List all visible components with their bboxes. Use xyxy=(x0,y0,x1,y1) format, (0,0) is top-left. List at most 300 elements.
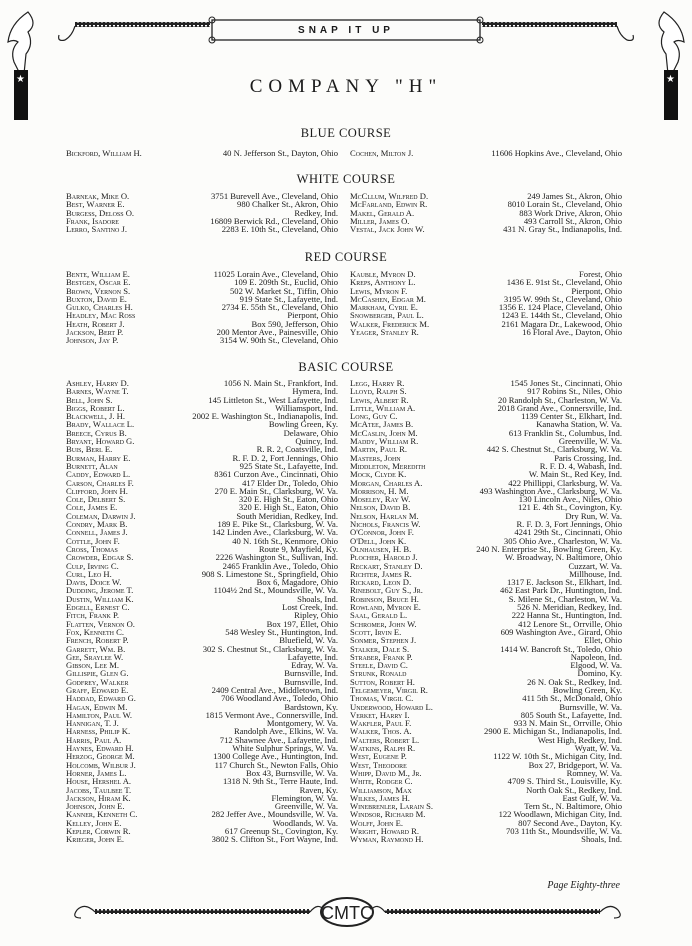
cadet-name: Strunk, Ronald xyxy=(350,668,407,679)
cadet-address: 142 Linden Ave., Clarksburg, W. Va. xyxy=(211,527,338,538)
cadet-name: Mock, Clyde K. xyxy=(350,469,407,480)
cadet-name: Biggs, Robert L. xyxy=(66,402,125,413)
cadet-address: Box 27, Bridgeport, W. Va. xyxy=(528,759,622,770)
cadet-address: Burnsville, Ind. xyxy=(284,676,338,687)
cadet-name: McCllum, Wilfred D. xyxy=(350,191,429,201)
cadet-name: Jackson, Bert P. xyxy=(66,327,124,338)
cadet-name: Thomas, Virgil C. xyxy=(350,693,414,704)
cadet-address: 121 E. 4th St., Covington, Ky. xyxy=(517,502,622,513)
cadet-address: 130 Lincoln Ave., Niles, Ohio xyxy=(518,494,622,505)
cadet-name: Cottle, John F. xyxy=(66,535,120,546)
cadet-name: Burman, Harry E. xyxy=(66,452,131,463)
cadet-address: Dry Run, W. Va. xyxy=(565,510,622,521)
cadet-address: 8361 Curzon Ave., Cincinnati, Ohio xyxy=(214,469,338,480)
cadet-address: Hymera, Ind. xyxy=(292,386,338,397)
cadet-address: 548 Wesley St., Huntington, Ind. xyxy=(225,626,338,637)
cadet-name: Clifford, John H. xyxy=(66,485,128,496)
roster-entry xyxy=(66,225,338,233)
cadet-address: 1414 W. Bancroft St., Toledo, Ohio xyxy=(500,643,622,654)
cadet-name: Sonmer, Stephen J. xyxy=(350,635,417,646)
roster-entry xyxy=(350,835,622,843)
cadet-name: Schromer, John W. xyxy=(350,618,417,629)
cadet-address: Bardstown, Ky. xyxy=(284,701,338,712)
cadet-address: W. Main St., Red Key, Ind. xyxy=(528,469,622,480)
cadet-name: Stalker, Dale S. xyxy=(350,643,410,654)
cadet-name: Barneak, Mike O. xyxy=(66,191,130,201)
cadet-name: Markham, Cyril E. xyxy=(350,302,418,313)
cadet-name: Underwood, Howard L. xyxy=(350,701,433,712)
company-title: COMPANY "H" xyxy=(249,76,443,97)
cadet-name: Garrett, Wm. B. xyxy=(66,643,126,654)
cadet-address: 302 S. Chestnut St., Clarksburg, W. Va. xyxy=(202,643,338,654)
cadet-name: Morgan, Charles A. xyxy=(350,477,423,488)
cadet-address: Box 197, Ellet, Ohio xyxy=(266,618,338,629)
cadet-address: Greenville, W. Va. xyxy=(274,801,338,812)
cadet-name: Dudding, Jerome T. xyxy=(66,585,134,596)
cadet-name: Whipp, David M., Jr. xyxy=(350,767,422,778)
cadet-address: Randolph Ave., Elkins, W. Va. xyxy=(234,726,338,737)
cadet-name: Straber, Frank P. xyxy=(350,651,413,662)
cadet-name: Coleman, Darwin J. xyxy=(66,510,136,521)
cadet-address: 706 Woodland Ave., Toledo, Ohio xyxy=(221,693,338,704)
cadet-address: 305 Ohio Ave., Charleston, W. Va. xyxy=(503,535,622,546)
cadet-address: Shoals, Ind. xyxy=(297,593,338,604)
cadet-address: 1243 E. 144th St., Cleveland, Ohio xyxy=(501,310,622,321)
cadet-address: 493 Washington Ave., Clarksburg, W. Va. xyxy=(479,485,622,496)
cadet-name: Plocher, Harold J. xyxy=(350,552,418,563)
cadet-address: 1139 Center St., Elkhart, Ind. xyxy=(521,411,622,422)
cadet-address: 2734 E. 55th St., Cleveland, Ohio xyxy=(221,302,338,313)
cadet-address: Cuzzart, W. Va. xyxy=(568,560,622,571)
cadet-address: 8010 Lorain St., Cleveland, Ohio xyxy=(507,199,622,210)
cadet-address: 40 N. 16th St., Kenmore, Ohio xyxy=(232,535,338,546)
cadet-address: 933 N. Main St., Orrville, Ohio xyxy=(513,718,622,729)
cadet-address: 40 N. Jefferson St., Dayton, Ohio xyxy=(222,148,338,158)
cadet-name: Wright, Howard R. xyxy=(350,826,419,837)
cadet-name: Flatten, Vernon O. xyxy=(66,618,135,629)
cadet-address: Greenville, W. Va. xyxy=(558,436,622,447)
cadet-address: 980 Chalker St., Akron, Ohio xyxy=(237,199,338,210)
cadet-address: 145 Littleton St., West Lafayette, Ind. xyxy=(208,394,338,405)
cadet-name: Nelson, Harlan M. xyxy=(350,510,419,521)
cadet-name: Watkins, Ralph R. xyxy=(350,743,416,754)
cadet-address: 617 Greenup St., Covington, Ky. xyxy=(224,826,338,837)
cadet-address: 20 Randolph St., Charleston, W. Va. xyxy=(498,394,622,405)
cadet-name: Cochen, Milton J. xyxy=(350,148,414,158)
cadet-address: 526 N. Meridian, Redkey, Ind. xyxy=(517,602,622,613)
cadet-name: Caddy, Edward L. xyxy=(66,469,131,480)
cadet-address: 2900 E. Michigan St., Indianapolis, Ind. xyxy=(484,726,622,737)
eagle-emblem-left-icon xyxy=(0,10,50,120)
cadet-name: Haddad, Edward G. xyxy=(66,693,136,704)
cadet-address: Ellet, Ohio xyxy=(584,635,622,646)
cadet-address: 1356 E. 124 Place, Cleveland, Ohio xyxy=(498,302,622,313)
cadet-address: Redkey, Ind. xyxy=(294,207,338,218)
cadet-address: 412 Lenore St., Orrville, Ohio xyxy=(518,618,622,629)
cadet-name: Jackson, Hiram K. xyxy=(66,792,131,803)
cadet-name: Harness, Philip K. xyxy=(66,726,131,737)
cadet-address: 16 Floral Ave., Dayton, Ohio xyxy=(522,327,622,338)
cadet-address: 2465 Franklin Ave., Toledo, Ohio xyxy=(222,560,338,571)
cadet-address: 1317 E. Jackson St., Elkhart, Ind. xyxy=(506,577,622,588)
cadet-name: Frank, Isadore xyxy=(66,215,119,226)
cadet-name: Olnhausen, H. B. xyxy=(350,543,412,554)
cadet-address: 2409 Central Ave., Middletown, Ind. xyxy=(211,684,338,695)
cadet-name: Wolff, John E. xyxy=(350,817,403,828)
cadet-address: 320 E. High St., Eaton, Ohio xyxy=(238,494,338,505)
cadet-address: South Meridian, Redkey, Ind. xyxy=(236,510,338,521)
cadet-address: 240 N. Enterprise St., Bowling Green, Ky. xyxy=(476,543,622,554)
cadet-address: Bowling Green, Ky. xyxy=(268,419,338,430)
cadet-name: Nichols, Francis W. xyxy=(350,519,421,530)
cadet-name: Hamilton, Paul W. xyxy=(66,709,133,720)
cadet-address: Edray, W. Va. xyxy=(291,660,338,671)
cadet-name: French, Robert P. xyxy=(66,635,129,646)
cadet-address: Bluefield, W. Va. xyxy=(279,635,338,646)
cadet-address: Box 590, Jefferson, Ohio xyxy=(251,318,338,329)
roster-entry xyxy=(66,336,338,344)
red-course-heading: RED COURSE xyxy=(304,250,388,264)
cadet-address: Box 43, Burnsville, W. Va. xyxy=(246,767,338,778)
cadet-address: Pierpont, Ohio xyxy=(571,285,622,296)
cadet-address: 502 W. Market St., Tiffin, Ohio xyxy=(230,285,338,296)
cadet-name: Breece, Cyrus B. xyxy=(66,427,127,438)
cadet-name: Moseley, Ray W. xyxy=(350,494,411,505)
cadet-address: 1318 N. 9th St., Terre Haute, Ind. xyxy=(223,776,338,787)
cadet-address: 1436 E. 91st St., Cleveland, Ohio xyxy=(506,277,622,288)
cadet-name: Crowder, Edgar S. xyxy=(66,552,134,563)
white-course-right-list xyxy=(350,192,622,233)
cadet-address: 1545 Jones St., Cincinnati, Ohio xyxy=(510,378,622,388)
cadet-address: Kanawha Station, W. Va. xyxy=(536,419,622,430)
cadet-name: Ashley, Harry D. xyxy=(66,378,129,388)
cadet-name: Kreps, Anthony L. xyxy=(350,277,416,288)
cadet-address: West High, Redkey, Ind. xyxy=(537,734,622,745)
cadet-address: 1122 W. 10th St., Michigan City, Ind. xyxy=(493,751,622,762)
cadet-name: Edgell, Ernest C. xyxy=(66,602,130,613)
cadet-name: Martin, Paul R. xyxy=(350,444,408,455)
cadet-name: Harris, Paul A. xyxy=(66,734,122,745)
basic-course-left-list xyxy=(66,379,338,844)
cadet-name: Curl, Leo H. xyxy=(66,568,112,579)
cadet-address: Tern St., N. Baltimore, Ohio xyxy=(524,801,622,812)
cadet-name: Rowland, Myron E. xyxy=(350,602,421,613)
cadet-name: Kanner, Kenneth C. xyxy=(66,809,138,820)
cadet-name: Lewis, Myron F. xyxy=(350,285,408,296)
cadet-name: Gillispie, Glen G. xyxy=(66,668,129,679)
basic-course-right-list xyxy=(350,379,622,844)
footer-ornament xyxy=(40,896,652,932)
cadet-name: Best, Warner E. xyxy=(66,199,125,210)
cadet-name: Yeager, Stanley R. xyxy=(350,327,419,338)
roster-entry xyxy=(350,225,622,233)
cadet-name: Scott, Irvin E. xyxy=(350,626,402,637)
cadet-name: Masters, John xyxy=(350,452,401,463)
cadet-name: Buxton, David E. xyxy=(66,293,127,304)
cadet-name: Carson, Charles F. xyxy=(66,477,134,488)
cadet-address: S. Milene St., Charleston, W. Va. xyxy=(508,593,622,604)
cadet-name: Haynes, Edward H. xyxy=(66,743,134,754)
cadet-address: 462 East Park Dr., Huntington, Ind. xyxy=(500,585,622,596)
cadet-address: 908 S. Limestone St., Springfield, Ohio xyxy=(201,568,338,579)
cadet-name: Fitch, Frank P. xyxy=(66,610,119,621)
cadet-address: 422 Phillippi, Clarksburg, W. Va. xyxy=(508,477,622,488)
cadet-address: 2002 E. Washington St., Indianapolis, Ind. xyxy=(192,411,338,422)
cadet-name: Lewis, Albert R. xyxy=(350,394,409,405)
cadet-name: Horner, James L. xyxy=(66,767,127,778)
blue-course-heading: BLUE COURSE xyxy=(300,126,392,140)
cadet-address: 807 Second Ave., Dayton, Ky. xyxy=(518,817,622,828)
cadet-name: Rickard, Leon D. xyxy=(350,577,412,588)
cadet-address: 2226 Washington St., Sullivan, Ind. xyxy=(215,552,338,563)
cadet-address: 613 Franklin St., Columbus, Ind. xyxy=(508,427,622,438)
cadet-address: 411 5th St., McDonald, Ohio xyxy=(522,693,622,704)
cadet-address: 925 State St., Lafayette, Ind. xyxy=(239,460,338,471)
cadet-address: Montgomery, W. Va. xyxy=(266,718,338,729)
cadet-name: Saal, Gerald L. xyxy=(350,610,408,621)
cadet-name: White, Rodger C. xyxy=(350,776,413,787)
cadet-address: 122 Woodlawn, Michigan City, Ind. xyxy=(498,809,622,820)
cadet-address: 249 James St., Akron, Ohio xyxy=(527,191,622,201)
cadet-name: Maddy, William R. xyxy=(350,436,419,447)
cadet-name: Brown, Vernon S. xyxy=(66,285,131,296)
cadet-name: Jacobs, Taulbee T. xyxy=(66,784,132,795)
cadet-address: 26 N. Oak St., Redkey, Ind. xyxy=(527,676,622,687)
cadet-address: Napoleon, Ind. xyxy=(570,651,622,662)
basic-course-heading: BASIC COURSE xyxy=(298,360,394,374)
cadet-address: 805 South St., Lafayette, Ind. xyxy=(520,709,622,720)
cadet-name: Burgess, Deloss O. xyxy=(66,207,135,218)
eagle-emblem-right-icon xyxy=(642,10,692,120)
cadet-address: 11606 Hopkins Ave., Cleveland, Ohio xyxy=(491,148,622,158)
cadet-name: Walker, Thos. A. xyxy=(350,726,412,737)
cadet-name: Heath, Robert J. xyxy=(66,318,125,329)
cadet-name: Barnes, Wayne T. xyxy=(66,386,129,397)
cadet-name: Headley, Mac Ross xyxy=(66,310,136,321)
page-number-label: Page Eighty-three xyxy=(547,880,620,891)
cadet-address: 189 E. Pike St., Clarksburg, W. Va. xyxy=(217,519,338,530)
cadet-address: Burnsville, Ind. xyxy=(284,668,338,679)
cadet-name: Walters, Robert L. xyxy=(350,734,420,745)
roster-entry xyxy=(66,148,338,158)
cadet-name: Brady, Wallace L. xyxy=(66,419,135,430)
cadet-name: Connell, James J. xyxy=(66,527,128,538)
cadet-name: Legg, Harry R. xyxy=(350,378,405,388)
cadet-address: 493 Carroll St., Akron, Ohio xyxy=(523,215,622,226)
cadet-name: Gulko, Charles H. xyxy=(66,302,133,313)
cadet-address: Williamsport, Ind. xyxy=(275,402,338,413)
cadet-address: 11025 Lorain Ave., Cleveland, Ohio xyxy=(213,269,338,279)
cadet-name: O'Dell, John K. xyxy=(350,535,407,546)
cadet-name: Kepler, Corwin R. xyxy=(66,826,131,837)
cadet-address: Ripley, Ohio xyxy=(294,610,338,621)
cadet-address: 1300 College Ave., Huntington, Ind. xyxy=(213,751,338,762)
cadet-name: Nelson, David B. xyxy=(350,502,411,513)
cadet-address: Wyatt, W. Va. xyxy=(574,743,622,754)
cadet-address: East Gulf, W. Va. xyxy=(562,792,622,803)
cadet-name: Verket, Harry I. xyxy=(350,709,410,720)
cadet-name: Fox, Kenneth C. xyxy=(66,626,124,637)
cadet-name: Dustin, William K. xyxy=(66,593,134,604)
cadet-address: Elgood, W. Va. xyxy=(570,660,622,671)
cadet-name: Gee, Sraylee W. xyxy=(66,651,124,662)
cadet-address: Raven, Ky. xyxy=(299,784,338,795)
white-course-left-list xyxy=(66,192,338,233)
cadet-address: 3195 W. 99th St., Cleveland, Ohio xyxy=(503,293,622,304)
cadet-name: Holcomb, Wilbur J. xyxy=(66,759,136,770)
cadet-address: 2283 E. 10th St., Cleveland, Ohio xyxy=(221,224,338,235)
cadet-name: Richter, James R. xyxy=(350,568,412,579)
cadet-name: McCashen, Edgar M. xyxy=(350,293,426,304)
cadet-address: 200 Mentor Ave., Painesville, Ohio xyxy=(216,327,338,338)
cadet-address: 4709 S. Third St., Louisville, Ky. xyxy=(507,776,622,787)
cadet-name: Robinson, Bruce H. xyxy=(350,593,419,604)
cmtc-logo: CMTC xyxy=(321,903,373,923)
cadet-address: 417 Elder Dr., Toledo, Ohio xyxy=(242,477,338,488)
cadet-address: Bowling Green, Ky. xyxy=(552,684,622,695)
cadet-name: Long, Guy C. xyxy=(350,411,398,422)
cadet-address: Lafayette, Ind. xyxy=(287,651,338,662)
cadet-name: Culp, Irving C. xyxy=(66,560,119,571)
banner-title: SNAP IT UP xyxy=(298,25,394,36)
cadet-name: McFarland, Edwin R. xyxy=(350,199,428,210)
cadet-name: Windsor, Richard M. xyxy=(350,809,426,820)
cadet-address: Paris Crossing, Ind. xyxy=(554,452,622,463)
cadet-address: R. F. D. 3, Fort Jennings, Ohio xyxy=(516,519,622,530)
cadet-address: 222 Hanna St., Huntington, Ind. xyxy=(511,610,622,621)
cadet-address: 1104½ 2nd St., Moundsville, W. Va. xyxy=(213,585,338,596)
cadet-address: 3154 W. 90th St., Cleveland, Ohio xyxy=(219,335,338,346)
cadet-name: Graff, Edward E. xyxy=(66,684,129,695)
cadet-address: Flemington, W. Va. xyxy=(271,792,338,803)
cadet-name: Sutton, Robert H. xyxy=(350,676,415,687)
cadet-name: Makel, Gerald A. xyxy=(350,207,415,218)
cadet-name: Lerro, Santino J. xyxy=(66,224,127,235)
cadet-name: Little, William A. xyxy=(350,402,416,413)
cadet-name: Gibson, Lee M. xyxy=(66,660,120,671)
cadet-address: 1815 Vermont Ave., Connersville, Ind. xyxy=(205,709,338,720)
cadet-name: Condry, Mark B. xyxy=(66,519,128,530)
cadet-address: Woodlands, W. Va. xyxy=(272,817,338,828)
cadet-name: Buis, Berl E. xyxy=(66,444,113,455)
cadet-name: Wakfler, Paul F. xyxy=(350,718,412,729)
roster-entry xyxy=(66,835,338,843)
cadet-name: Bell, John S. xyxy=(66,394,113,405)
cadet-name: Reckart, Stanley D. xyxy=(350,560,423,571)
cadet-name: Wilkes, James H. xyxy=(350,792,410,803)
cadet-name: Steele, David C. xyxy=(350,660,408,671)
cadet-name: Telgemeyer, Virgil R. xyxy=(350,684,428,695)
red-course-right-list xyxy=(350,270,622,336)
cadet-name: Blackwell, J. H. xyxy=(66,411,126,422)
cadet-name: Bestgen, Oscar E. xyxy=(66,277,131,288)
cadet-name: Miller, James O. xyxy=(350,215,410,226)
cadet-address: 320 E. High St., Eaton, Ohio xyxy=(238,502,338,513)
cadet-address: R. F. D. 2, Fort Jennings, Ohio xyxy=(232,452,338,463)
cadet-address: Pierpont, Ohio xyxy=(287,310,338,321)
cadet-address: Millhouse, Ind. xyxy=(569,568,622,579)
cadet-address: 1056 N. Main St., Frankfort, Ind. xyxy=(223,378,338,388)
roster-entry xyxy=(350,328,622,336)
cadet-address: Delaware, Ohio xyxy=(283,427,338,438)
cadet-address: 883 Work Drive, Akron, Ohio xyxy=(519,207,622,218)
cadet-address: Domino, Ky. xyxy=(577,668,622,679)
cadet-address: Box 6, Magadore, Ohio xyxy=(256,577,338,588)
cadet-name: Cole, James E. xyxy=(66,502,118,513)
cadet-address: W. Broadway, N. Baltimore, Ohio xyxy=(504,552,622,563)
cadet-address: White Sulphur Springs, W. Va. xyxy=(232,743,338,754)
cadet-name: Kelley, John E. xyxy=(66,817,122,828)
cadet-name: Wyman, Raymond H. xyxy=(350,834,424,845)
cadet-name: Vestal, Jack John W. xyxy=(350,224,425,235)
cadet-address: R. F. D. 4, Wabash, Ind. xyxy=(539,460,622,471)
cadet-name: Winebrenler, Larain S. xyxy=(350,801,434,812)
svg-text:★: ★ xyxy=(666,74,675,85)
cadet-address: 919 State St., Lafayette, Ind. xyxy=(239,293,338,304)
cadet-address: Romney, W. Va. xyxy=(566,767,622,778)
cadet-name: Walker, Frederick M. xyxy=(350,318,430,329)
cadet-address: 16809 Berwick Rd., Cleveland, Ohio xyxy=(210,215,338,226)
cadet-address: North Oak St., Redkey, Ind. xyxy=(526,784,622,795)
cadet-name: Cole, Delbert S. xyxy=(66,494,126,505)
cadet-name: Morrison, H. M. xyxy=(350,485,409,496)
cadet-name: Hagan, Edwin M. xyxy=(66,701,128,712)
cadet-address: 917 Robins St., Niles, Ohio xyxy=(527,386,622,397)
cadet-name: Burnett, Alan xyxy=(66,460,118,471)
cadet-address: Burnsville, W. Va. xyxy=(559,701,622,712)
cadet-name: Snowberger, Paul L. xyxy=(350,310,424,321)
cadet-name: Cross, Thomas xyxy=(66,543,118,554)
cadet-name: Hannigan, T. J. xyxy=(66,718,119,729)
roster-entry xyxy=(350,148,622,158)
cadet-address: 270 E. Main St., Clarksburg, W. Va. xyxy=(214,485,338,496)
cadet-address: 282 Jeffer Ave., Moundsville, W. Va. xyxy=(211,809,338,820)
cadet-address: Route 9, Mayfield, Ky. xyxy=(258,543,338,554)
cadet-address: 703 11th St., Moundsville, W. Va. xyxy=(505,826,622,837)
cadet-address: Forest, Ohio xyxy=(579,269,622,279)
cadet-name: West, Theodore xyxy=(350,759,407,770)
cadet-address: Shoals, Ind. xyxy=(581,834,622,845)
cadet-address: Quincy, Ind. xyxy=(295,436,338,447)
cadet-address: 609 Washington Ave., Girard, Ohio xyxy=(500,626,622,637)
cadet-address: 117 Church St., Newton Falls, Ohio xyxy=(214,759,338,770)
cadet-name: O'Connor, John F. xyxy=(350,527,414,538)
cadet-name: Kauble, Myron D. xyxy=(350,269,416,279)
cadet-name: Johnson, Jay P. xyxy=(66,335,119,346)
cadet-address: 3802 S. Clifton St., Fort Wayne, Ind. xyxy=(211,834,338,845)
cadet-name: Bryant, Howard G. xyxy=(66,436,135,447)
cadet-name: West, Eugene P. xyxy=(350,751,407,762)
cadet-name: House, Hershel A. xyxy=(66,776,132,787)
cadet-name: McAtee, James B. xyxy=(350,419,414,430)
cadet-name: Williamson, Max xyxy=(350,784,412,795)
cadet-name: Lloyd, Ralph S. xyxy=(350,386,407,397)
cadet-name: Bickford, William H. xyxy=(66,148,142,158)
blue-course-left-list xyxy=(66,148,338,158)
cadet-name: Johnson, John E. xyxy=(66,801,125,812)
cadet-name: Krieger, John E. xyxy=(66,834,125,845)
cadet-name: Rinebolt, Guy S., Jr. xyxy=(350,585,423,596)
header-banner xyxy=(40,8,652,44)
cadet-name: Bente, William E. xyxy=(66,269,130,279)
cadet-name: Middleton, Meredith xyxy=(350,460,426,471)
cadet-address: 4241 29th St., Cincinnati, Ohio xyxy=(514,527,622,538)
cadet-name: McCaslin, John M. xyxy=(350,427,418,438)
cadet-address: 109 E. 209th St., Euclid, Ohio xyxy=(234,277,338,288)
cadet-address: R. R. 2, Coatsville, Ind. xyxy=(256,444,338,455)
cadet-address: 3751 Burevell Ave., Cleveland, Ohio xyxy=(210,191,338,201)
cadet-address: 2161 Magara Dr., Lakewood, Ohio xyxy=(501,318,622,329)
